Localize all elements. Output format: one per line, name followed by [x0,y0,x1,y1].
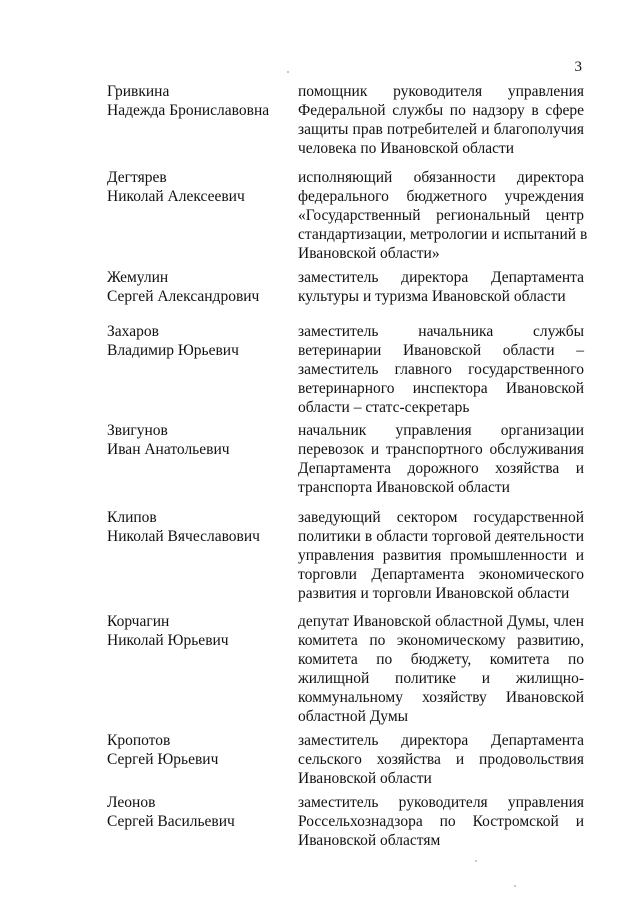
position-line: «Государственный региональный центр [298,207,584,224]
member-given-names: Сергей Юрьевич [107,751,219,768]
member-given-names: Николай Юрьевич [107,632,229,649]
position-line: торговли Департамента экономического [298,566,584,583]
member-name [107,268,292,306]
scan-speck [287,71,289,73]
position-line: федерального бюджетного учреждения [298,188,584,205]
position-line: заведующий сектором государственной [298,509,584,526]
member-given-names: Иван Анатольевич [107,441,230,458]
position-line: депутат Ивановской областной Думы, член [298,613,584,630]
position-line: перевозок и транспортного обслуживания [298,441,584,458]
position-line: области – статс-секретарь [298,399,470,416]
member-position [298,793,584,850]
position-line: жилищной политике и жилищно- [298,670,584,687]
member-position [298,168,588,263]
position-line: Федеральной службы по надзору в сфере [298,102,584,119]
member-surname: Жемулин [107,269,169,286]
position-line: исполняющий обязанности директора [298,169,584,186]
position-line: коммунальному хозяйству Ивановской [298,689,584,706]
position-line: развития и торговли Ивановской области [298,585,570,602]
member-name [107,421,292,459]
position-line: политики в области торговой деятельности [298,528,584,545]
member-name [107,82,292,120]
position-line: заместитель начальника службы [298,323,584,340]
member-position [298,82,584,158]
position-line: Департамента дорожного хозяйства и [298,460,584,477]
member-surname: Захаров [107,323,159,340]
member-name [107,322,292,360]
position-line: Ивановской области» [298,245,440,262]
position-line: заместитель директора Департамента [298,732,584,749]
position-line: комитета по бюджету, комитета по [298,651,584,668]
member-position [298,421,584,497]
position-line: заместитель директора Департамента [298,269,584,286]
member-surname: Клипов [107,509,157,526]
position-line: культуры и туризма Ивановской области [298,288,566,305]
scan-speck [514,885,516,887]
member-given-names: Надежда Брониславовна [107,102,270,119]
position-line: ветеринарного инспектора Ивановской [298,380,584,397]
position-line: сельского хозяйства и продовольствия [298,751,584,768]
member-surname: Корчагин [107,613,170,630]
member-position [298,268,584,306]
scan-speck [475,860,477,862]
position-line: ветеринарии Ивановской области – [298,342,584,359]
position-line: защиты прав потребителей и благополучия [298,121,584,138]
member-surname: Дегтярев [107,169,167,186]
page-number: 3 [574,59,582,75]
member-given-names: Владимир Юрьевич [107,342,239,359]
member-surname: Кропотов [107,732,171,749]
member-position [298,731,584,788]
position-line: областной Думы [298,708,409,725]
member-given-names: Николай Вячеславович [107,528,260,545]
position-line: человека по Ивановской области [298,140,515,157]
member-surname: Звигунов [107,422,168,439]
position-line: транспорта Ивановской области [298,479,510,496]
member-position [298,612,584,726]
position-line: Ивановской области [298,770,432,787]
member-position [298,508,584,603]
position-line: заместитель руководителя управления [298,794,584,811]
position-line: заместитель главного государственного [298,361,584,378]
position-line: Ивановской областям [298,832,441,849]
position-line: Россельхознадзора по Костромской и [298,813,584,830]
position-line: управления развития промышленности и [298,547,584,564]
position-line: помощник руководителя управления [298,83,584,100]
member-surname: Гривкина [107,83,170,100]
member-given-names: Сергей Васильевич [107,813,235,830]
member-name [107,612,292,650]
member-position [298,322,584,417]
member-given-names: Сергей Александрович [107,288,260,305]
position-line: начальник управления организации [298,422,584,439]
member-given-names: Николай Алексеевич [107,188,245,205]
member-name [107,731,292,769]
position-line: комитета по экономическому развитию, [298,632,584,649]
member-surname: Леонов [107,794,156,811]
position-line: стандартизации, метрологии и испытаний в [298,226,588,243]
member-name [107,793,292,831]
member-name [107,168,292,206]
member-name [107,508,292,546]
